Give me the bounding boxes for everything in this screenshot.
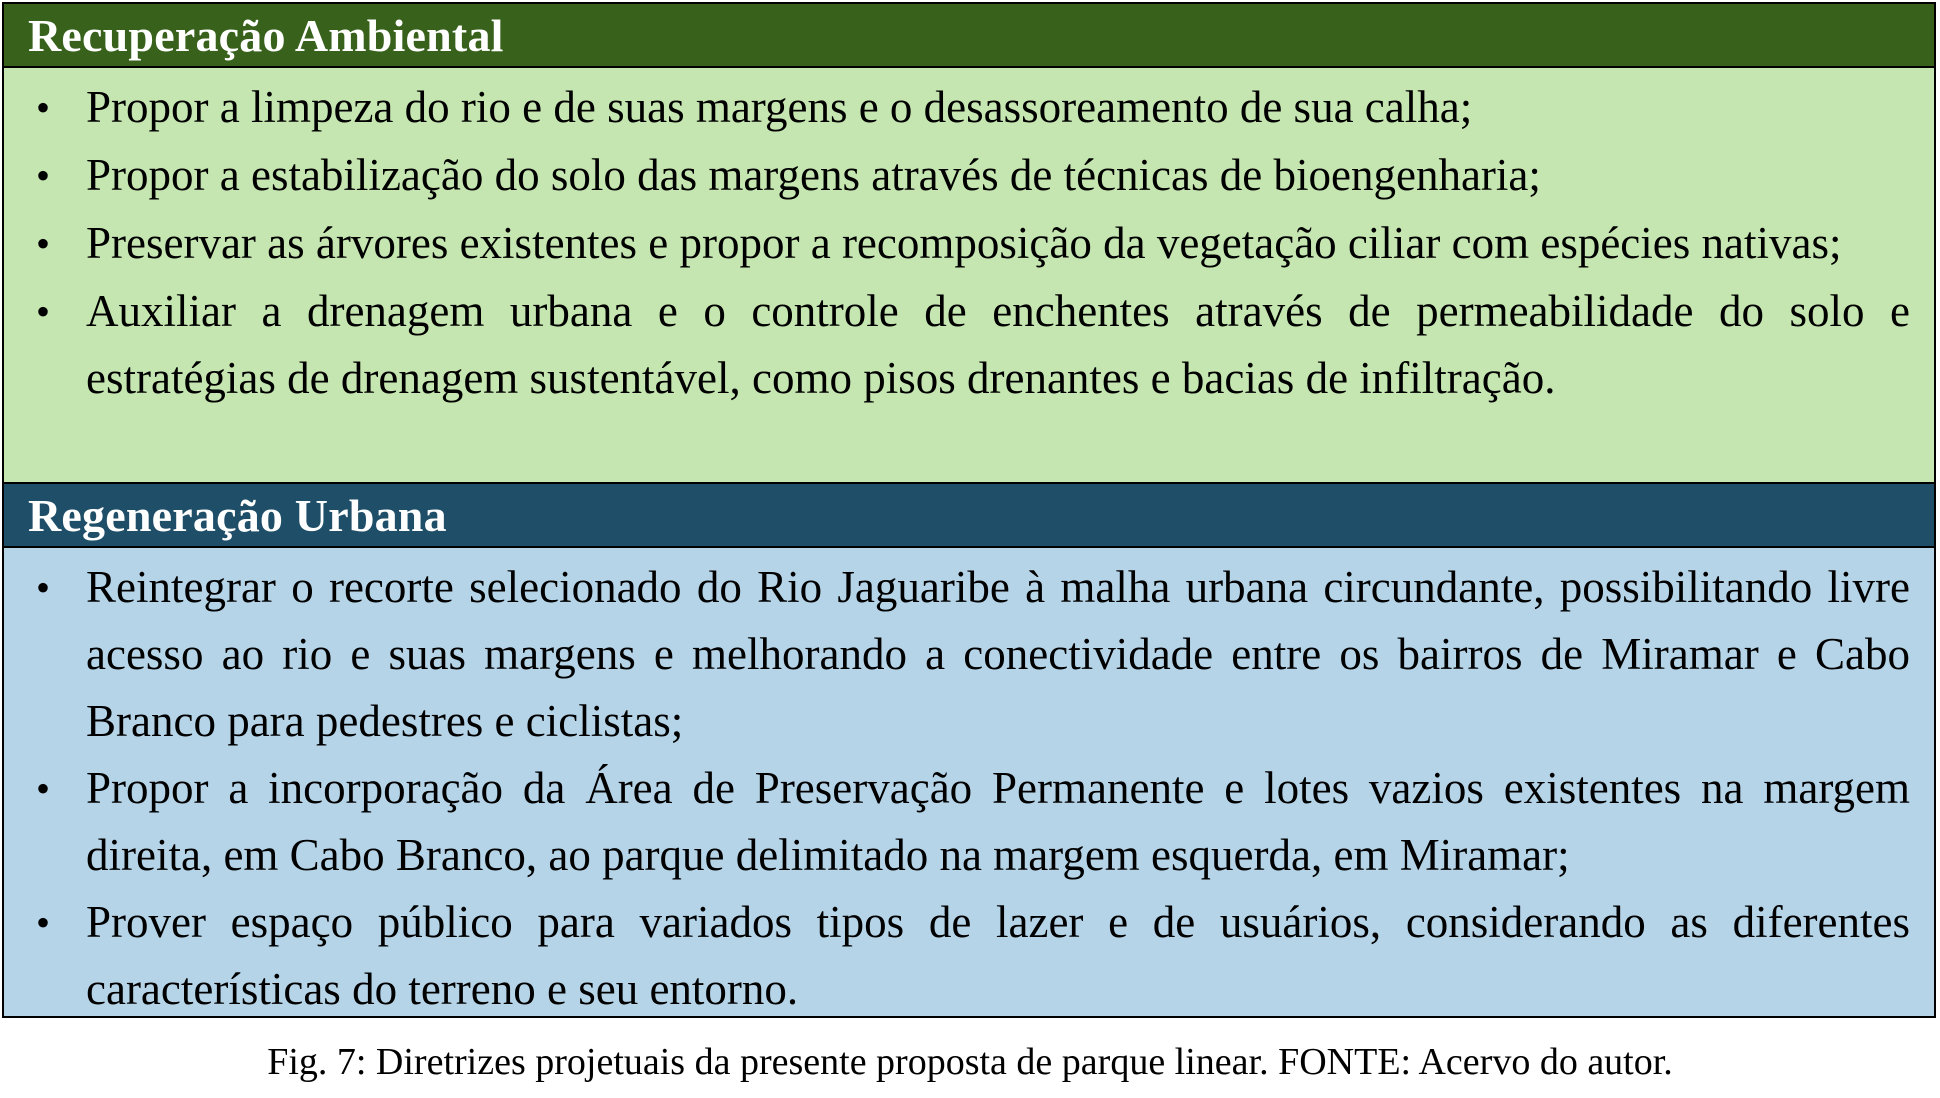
list-item-text: Propor a limpeza do rio e de suas margens e o desassoreamento de sua calha; <box>86 82 1473 132</box>
bullet-icon: • <box>36 153 51 198</box>
section-header-regeneracao-urbana <box>4 484 1934 548</box>
bullet-icon: • <box>36 900 51 945</box>
list-item <box>28 142 1910 210</box>
list-item <box>28 210 1910 278</box>
figure-caption: Fig. 7: Diretrizes projetuais da presente proposta de parque linear. FONTE: Acervo do autor. <box>267 1041 1673 1083</box>
list-item <box>28 74 1910 142</box>
list-item <box>28 554 1910 755</box>
list-item <box>28 278 1910 412</box>
bullet-icon: • <box>36 221 51 266</box>
list-item-text: Propor a estabilização do solo das margens através de técnicas de bioengenharia; <box>86 150 1541 200</box>
bullet-icon: • <box>36 85 51 130</box>
list-item <box>28 755 1910 889</box>
section-body-recuperacao-ambiental <box>4 68 1934 484</box>
bullet-icon: • <box>36 766 51 811</box>
section-title: Regeneração Urbana <box>28 489 447 541</box>
list-item-text: Prover espaço público para variados tipos de lazer e de usuários, considerando as diferentes características do terreno e seu entorno. <box>86 897 1910 1014</box>
bullet-icon: • <box>36 565 51 610</box>
list-item-text: Auxiliar a drenagem urbana e o controle de enchentes através de permeabilidade do solo e estratégias de drenagem sustentável, como pisos drenantes e bacias de infiltração. <box>86 286 1910 403</box>
guidelines-table <box>2 2 1936 1018</box>
bullet-icon: • <box>36 289 51 334</box>
list-item-text: Preservar as árvores existentes e propor a recomposição da vegetação ciliar com espécies nativas; <box>86 218 1842 268</box>
section-header-recuperacao-ambiental <box>4 4 1934 68</box>
list-item <box>28 889 1910 1023</box>
section-title: Recuperação Ambiental <box>28 9 504 61</box>
section-body-regeneracao-urbana <box>4 548 1934 1016</box>
list-item-text: Reintegrar o recorte selecionado do Rio Jaguaribe à malha urbana circundante, possibilitando livre acesso ao rio e suas margens e melhorando a conectividade entre os bairros de Miramar e Cabo Branco para pedestres e ciclistas; <box>86 562 1910 746</box>
list-item-text: Propor a incorporação da Área de Preservação Permanente e lotes vazios existentes na margem direita, em Cabo Branco, ao parque delimitado na margem esquerda, em Miramar; <box>86 763 1910 880</box>
